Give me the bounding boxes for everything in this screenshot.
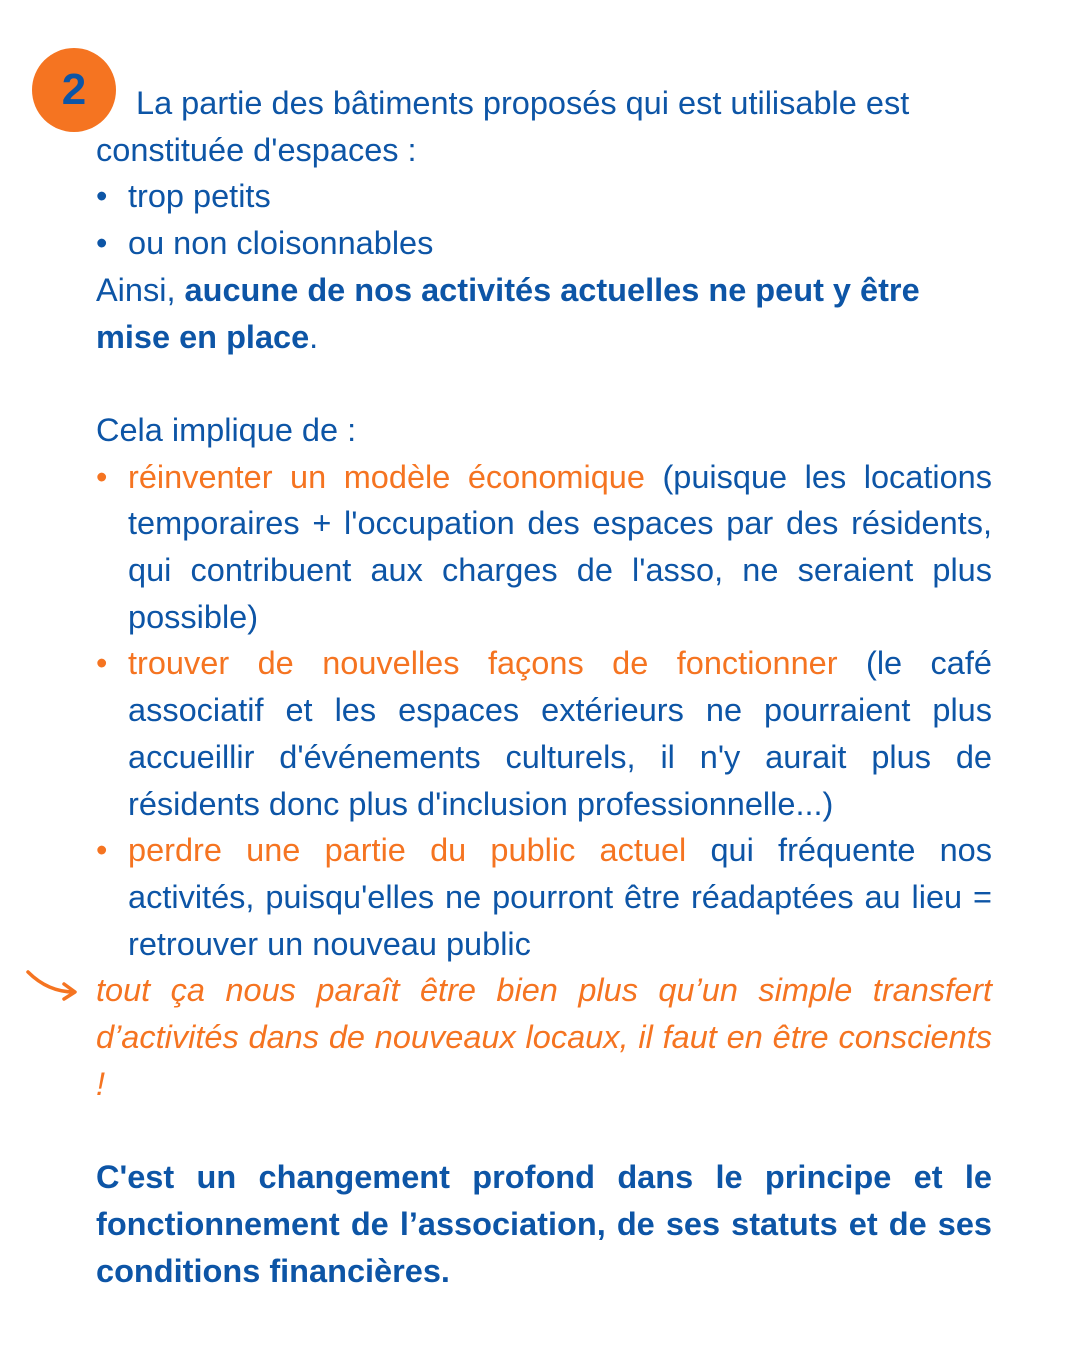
bullet-icon: • xyxy=(96,178,108,215)
implies-heading: Cela implique de : xyxy=(96,411,357,448)
space-issues-list xyxy=(96,173,992,266)
bullet-icon: • xyxy=(96,458,108,495)
conclusion-bold: aucune de nos activités actuelles ne peut y être mise en place xyxy=(96,271,920,355)
arrow-icon xyxy=(24,964,80,1004)
bullet-icon: • xyxy=(96,832,108,869)
final-statement: C'est un changement profond dans le principe et le fonctionnement de l’association, de ses statuts et de ses conditions financières. xyxy=(96,1159,992,1289)
conclusion-paragraph: Ainsi, aucune de nos activités actuelles ne peut y être mise en place. xyxy=(96,271,920,355)
step-number: 2 xyxy=(61,65,87,114)
list-item: • trouver de nouvelles façons de fonctionner (le café associatif et les espaces extérieurs ne pourraient plus accueillir d'événements culturels, il n'y aurait plus de résidents donc plus d'inclusion professionnelle...) xyxy=(96,640,992,827)
document-body xyxy=(96,80,992,1294)
note-text: tout ça nous paraît être bien plus qu’un simple transfert d’activités dans de nouveaux locaux, il faut en être conscients ! xyxy=(96,972,992,1102)
bullet-icon: • xyxy=(96,225,108,262)
list-item: • perdre une partie du public actuel qui fréquente nos activités, puisqu'elles ne pourront être réadaptées au lieu = retrouver un nouveau public xyxy=(96,827,992,967)
list-item: • ou non cloisonnables xyxy=(96,220,992,267)
implications-list xyxy=(96,454,992,968)
bullet-icon: • xyxy=(96,645,108,682)
list-item: • réinventer un modèle économique (puisque les locations temporaires + l'occupation des espaces par des résidents, qui contribuent aux charges de l'asso, ne seraient plus possible) xyxy=(96,454,992,641)
intro-text: La partie des bâtiments proposés qui est utilisable est constituée d'espaces : xyxy=(96,85,910,168)
list-item: • trop petits xyxy=(96,173,992,220)
